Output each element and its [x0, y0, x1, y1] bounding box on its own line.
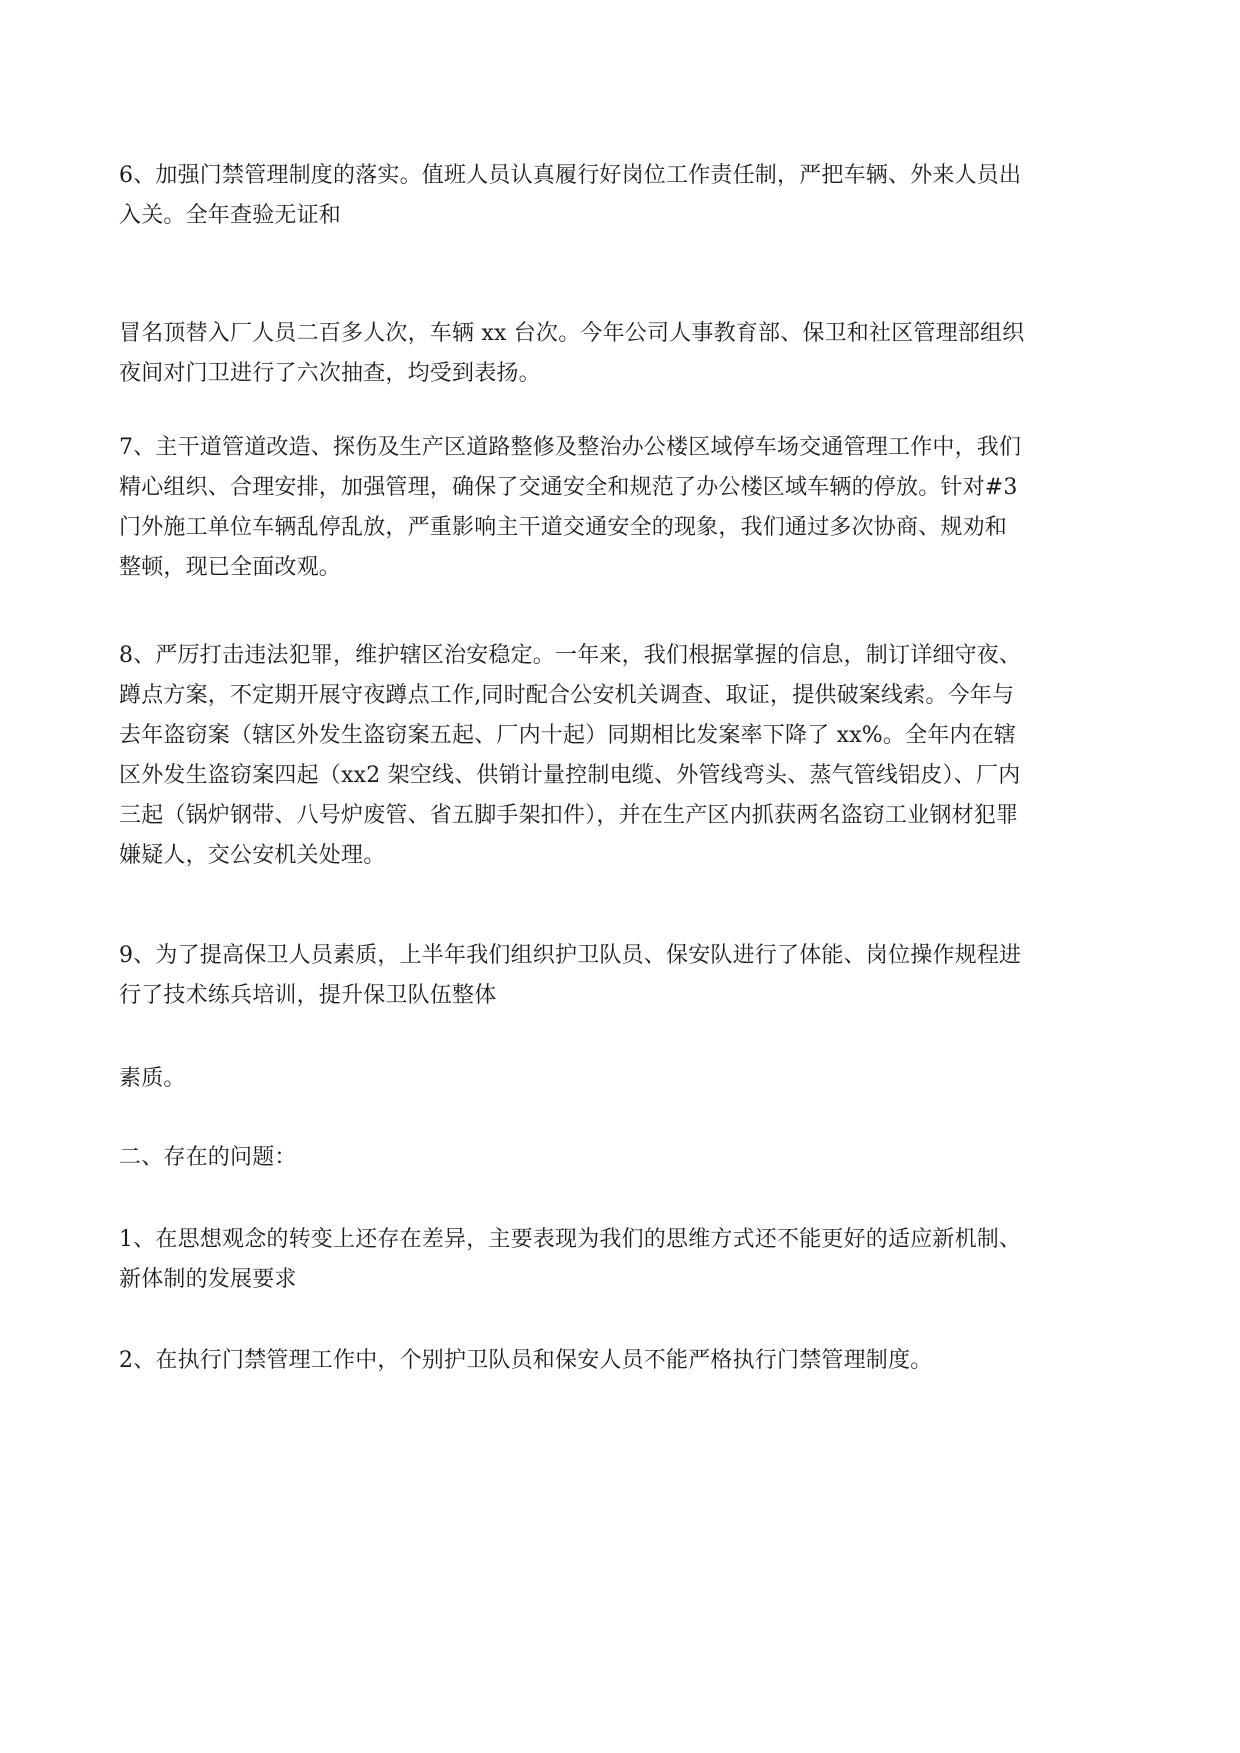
text-line: 冒名顶替入厂人员二百多人次，车辆 xx 台次。今年公司人事教育部、保卫和社区管理部组织 [119, 321, 1025, 346]
paragraph-problem-1-mindset [119, 1220, 1129, 1300]
text-line: 2、在执行门禁管理工作中，个别护卫队员和保安人员不能严格执行门禁管理制度。 [119, 1348, 933, 1373]
text-line: 蹲点方案，不定期开展守夜蹲点工作,同时配合公安机关调查、取证，提供破案线索。今年与 [119, 683, 1015, 708]
section-heading-problems [119, 1138, 1129, 1178]
paragraph-problem-2-access-enforcement [119, 1341, 1129, 1381]
text-line: 素质。 [119, 1066, 186, 1091]
paragraph-item-9-training [119, 936, 1129, 1016]
paragraph-item-6-access-control [119, 156, 1129, 236]
text-line: 门外施工单位车辆乱停乱放，严重影响主干道交通安全的现象，我们通过多次协商、规劝和 [119, 515, 1008, 540]
text-line: 8、严厉打击违法犯罪，维护辖区治安稳定。一年来，我们根据掌握的信息，制订详细守夜、 [119, 643, 1022, 668]
text-line: 9、为了提高保卫人员素质，上半年我们组织护卫队员、保安队进行了体能、岗位操作规程进 [119, 943, 1022, 968]
heading-line: 二、存在的问题： [119, 1145, 297, 1170]
text-line: 精心组织、合理安排，加强管理，确保了交通安全和规范了办公楼区域车辆的停放。针对#3 [119, 475, 1018, 500]
text-line: 7、主干道管道改造、探伤及生产区道路整修及整治办公楼区域停车场交通管理工作中，我们 [119, 435, 1022, 460]
text-line: 夜间对门卫进行了六次抽查，均受到表扬。 [119, 361, 541, 386]
paragraph-item-7-traffic-management [119, 428, 1129, 588]
text-line: 6、加强门禁管理制度的落实。值班人员认真履行好岗位工作责任制，严把车辆、外来人员出 [119, 163, 1022, 188]
text-line: 三起（锅炉钢带、八号炉废管、省五脚手架扣件），并在生产区内抓获两名盗窃工业钢材犯罪 [119, 803, 1019, 828]
text-line: 嫌疑人，交公安机关处理。 [119, 843, 386, 868]
text-line: 1、在思想观念的转变上还存在差异，主要表现为我们的思维方式还不能更好的适应新机制、 [119, 1227, 1022, 1252]
text-line: 新体制的发展要求 [119, 1267, 297, 1292]
paragraph-continuation-quality [119, 1059, 1129, 1099]
paragraph-item-8-crime-crackdown [119, 636, 1129, 876]
text-line: 区外发生盗窃案四起（xx2 架空线、供销计量控制电缆、外管线弯头、蒸气管线铝皮）、厂内 [119, 763, 1021, 788]
text-line: 去年盗窃案（辖区外发生盗窃案五起、厂内十起）同期相比发案率下降了 xx%。全年内在辖 [119, 723, 1017, 748]
text-line: 入关。全年查验无证和 [119, 203, 342, 228]
text-line: 整顿，现已全面改观。 [119, 555, 342, 580]
paragraph-continuation-inspection [119, 314, 1129, 394]
text-line: 行了技术练兵培训，提升保卫队伍整体 [119, 983, 497, 1008]
